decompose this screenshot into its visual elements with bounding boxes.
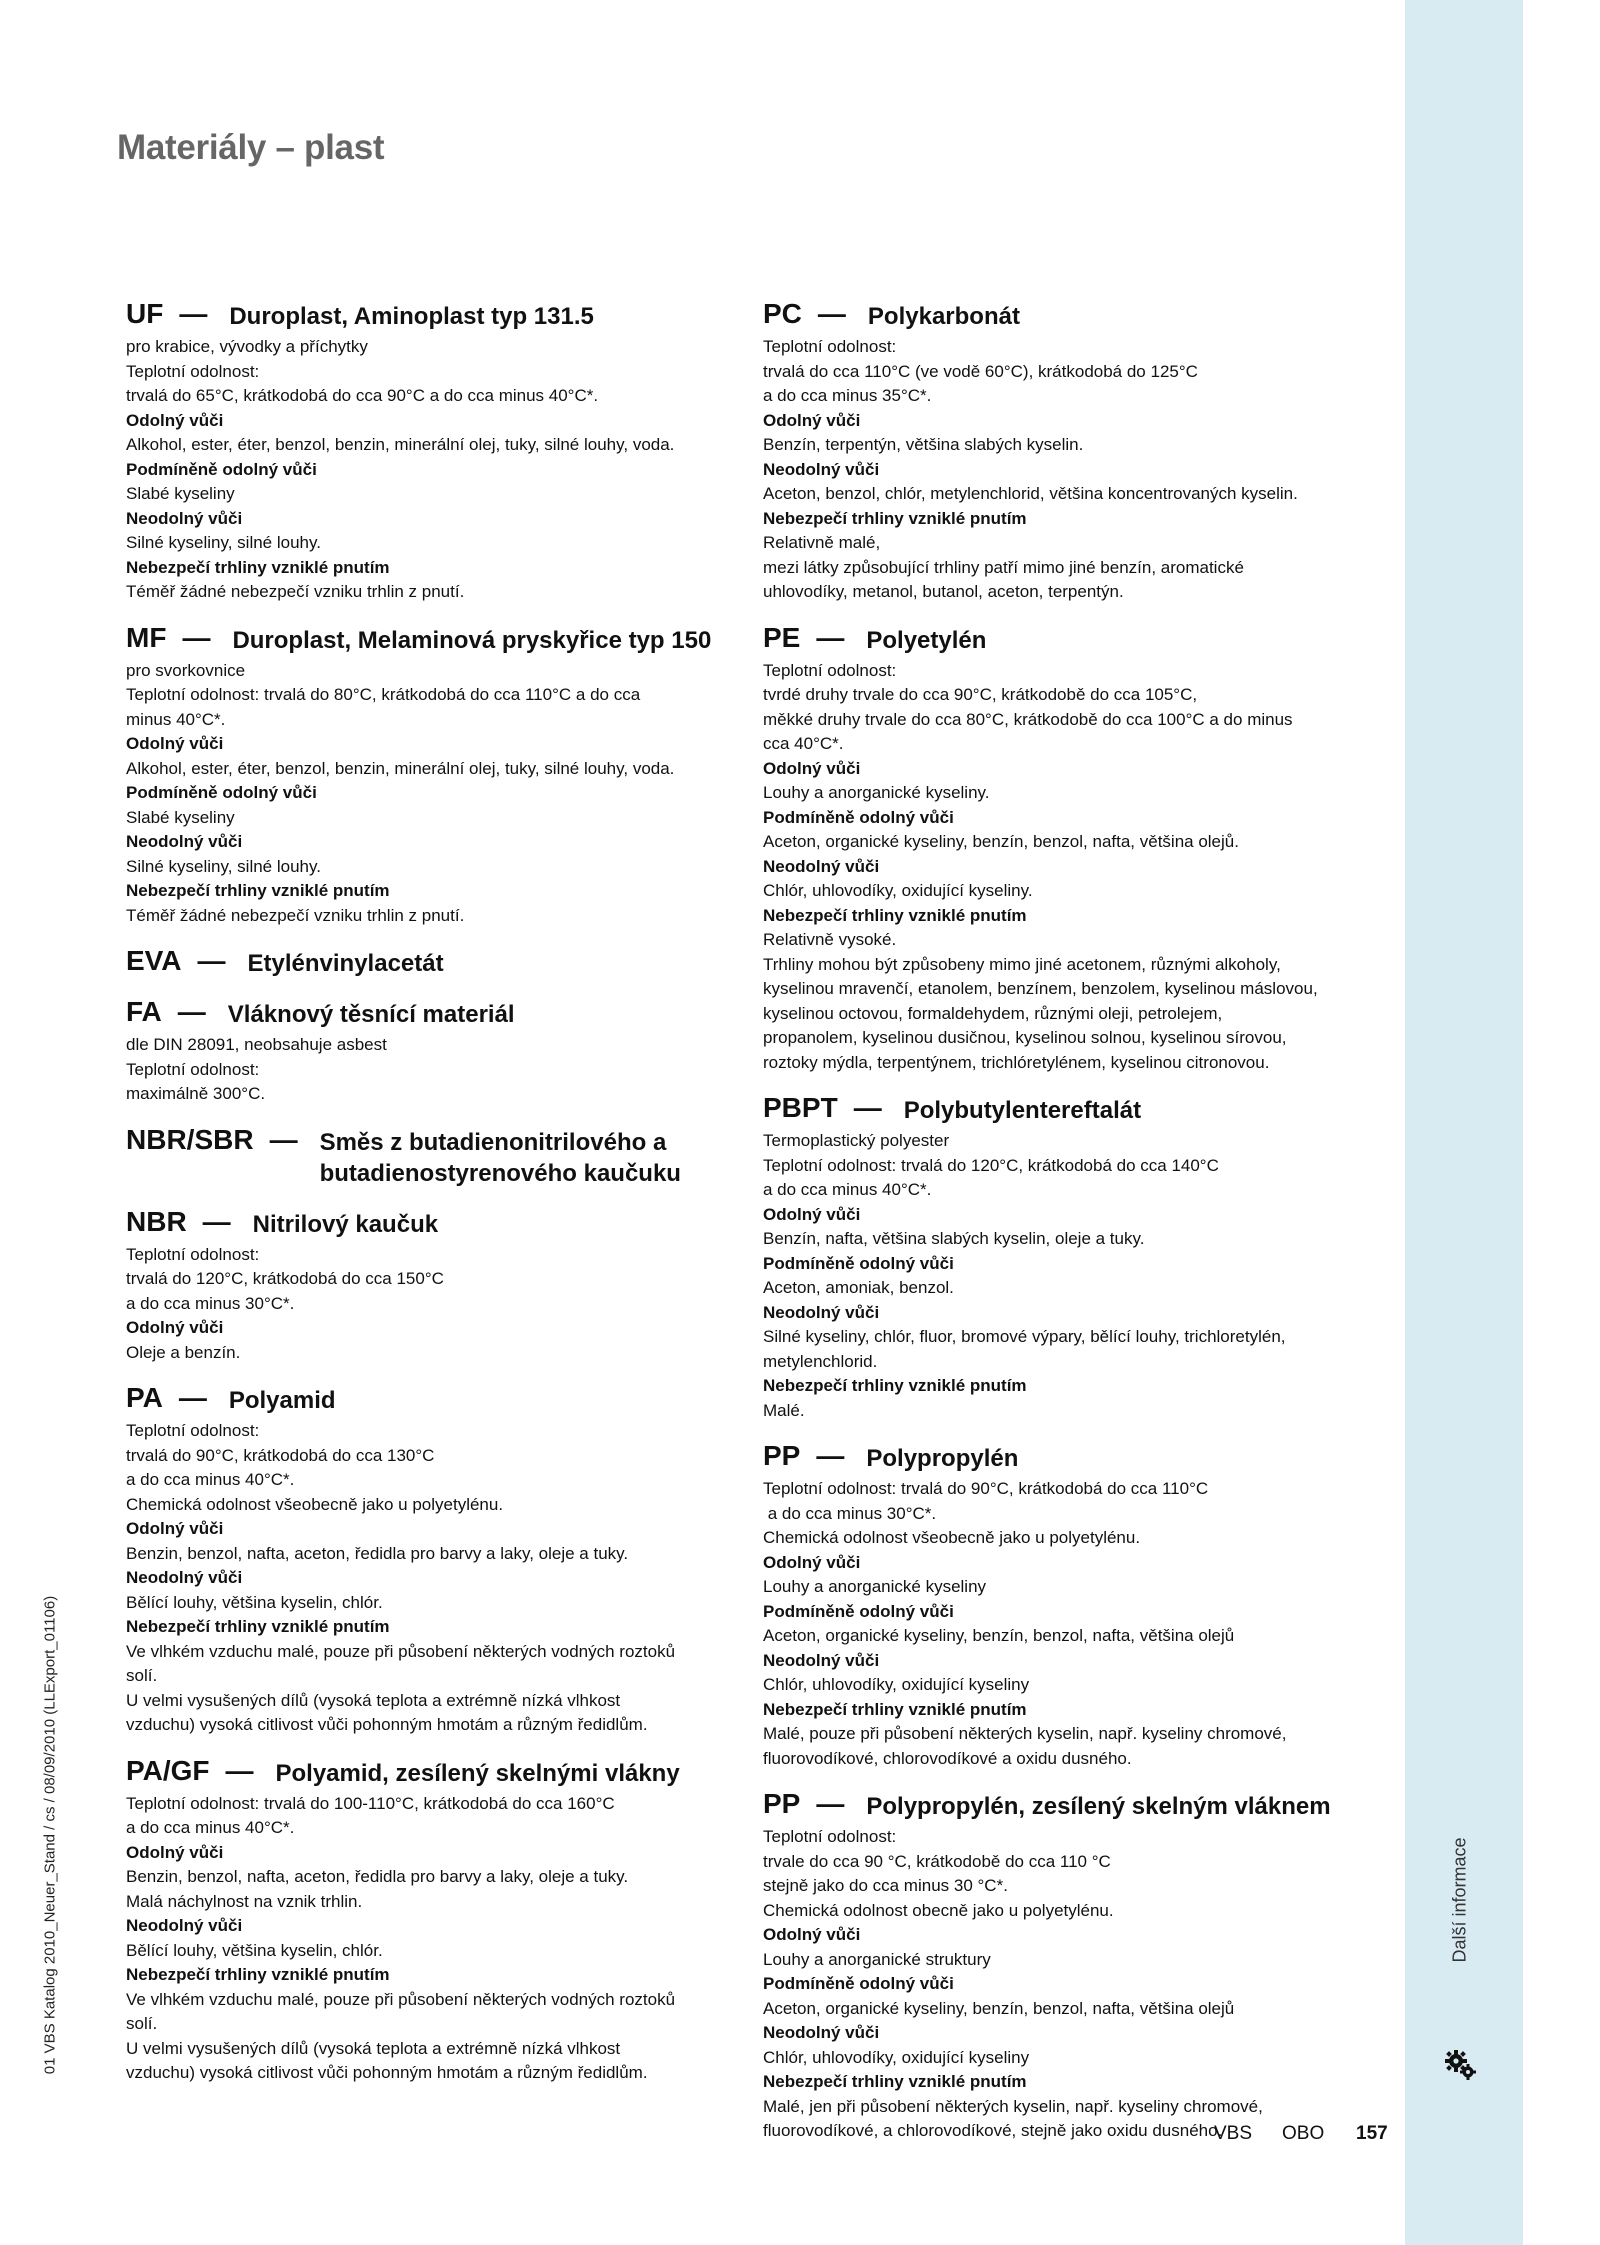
- footer-brand-vbs: VBS: [1214, 2123, 1253, 2144]
- material-heading: [126, 1124, 731, 1189]
- heading-dash: —: [817, 298, 846, 329]
- property-heading: Odolný vůči: [763, 1925, 861, 1944]
- property-heading: Podmíněně odolný vůči: [763, 1253, 954, 1273]
- property-text: Chlór, uhlovodíky, oxidující kyseliny.: [763, 881, 1033, 900]
- property-heading: Neodolný vůči: [763, 459, 880, 479]
- material-name: Polybutylentereftalát: [903, 1097, 1142, 1124]
- heading-dash: —: [816, 621, 845, 653]
- material-code: MF: [126, 621, 167, 653]
- property-text: Bělící louhy, většina kyselin, chlór.: [126, 1592, 383, 1612]
- property-text: Malé.: [763, 1400, 805, 1420]
- material-code: PE: [763, 621, 801, 653]
- property-text: Ve vlhkém vzduchu malé, pouze při působení některých vodných roztoků solí.: [126, 1641, 676, 1685]
- material-name: Vláknový těsnící materiál: [227, 1001, 515, 1028]
- material-code: UF: [126, 298, 164, 329]
- material-section-nbr: [126, 1206, 731, 1366]
- heading-dash: —: [179, 298, 208, 329]
- document-code: 01 VBS Katalog 2010_Neuer_Stand / cs / 08/09/2010 (LLExport_01106): [41, 1595, 59, 2075]
- property-heading: Nebezpečí trhliny vzniklé pnutím: [763, 1699, 1027, 1719]
- right-column: [763, 298, 1393, 2161]
- property-text: Aceton, organické kyseliny, benzín, benzol, nafta, většina olejů: [763, 1998, 1235, 2018]
- property-text: Teplotní odolnost:: [126, 361, 260, 381]
- property-text: trvalá do 90°C, krátkodobá do cca 130°C a do cca minus 40°C*.: [126, 1445, 435, 1489]
- property-text: Téměř žádné nebezpečí vzniku trhlin z pnutí.: [126, 905, 465, 925]
- property-heading: Nebezpečí trhliny vzniklé pnutím: [763, 905, 1027, 925]
- property-text: Slabé kyseliny: [126, 484, 235, 503]
- property-heading: Odolný vůči: [126, 1842, 224, 1862]
- material-section-nbr-sbr: [126, 1124, 731, 1189]
- material-section-pe: [763, 622, 1393, 1076]
- property-heading: Neodolný vůči: [763, 2023, 880, 2042]
- material-heading: [763, 1440, 1393, 1474]
- property-text: Teplotní odolnost:: [763, 337, 897, 356]
- heading-dash: —: [182, 621, 211, 653]
- property-heading: Odolný vůči: [126, 1519, 224, 1538]
- property-heading: Odolný vůči: [763, 1204, 861, 1224]
- material-code: NBR: [126, 1205, 187, 1237]
- property-text: maximálně 300°C.: [126, 1084, 266, 1103]
- property-text: Alkohol, ester, éter, benzol, benzin, minerální olej, tuky, silné louhy, voda.: [126, 435, 675, 454]
- material-name: Polyamid: [228, 1387, 336, 1414]
- material-section-eva: [126, 945, 731, 979]
- material-heading: [763, 298, 1393, 332]
- property-text: Aceton, benzol, chlór, metylenchlorid, většina koncentrovaných kyselin.: [763, 484, 1298, 503]
- property-heading: Podmíněně odolný vůči: [126, 783, 317, 802]
- property-text: trvalá do 120°C, krátkodobá do cca 150°C a do cca minus 30°C*.: [126, 1269, 444, 1313]
- material-description: [126, 335, 731, 605]
- left-column: [126, 298, 731, 2103]
- material-description: [126, 1033, 731, 1107]
- property-text: Teplotní odolnost: trvalá do 90°C, krátkodobá do cca 110°C a do cca minus 30°C*.: [763, 1479, 1209, 1523]
- property-text: trvalá do 65°C, krátkodobá do cca 90°C a do cca minus 40°C*.: [126, 386, 599, 405]
- property-heading: Nebezpečí trhliny vzniklé pnutím: [763, 1376, 1027, 1395]
- footer-brand-obo: OBO: [1282, 2123, 1325, 2144]
- material-description: [763, 1129, 1393, 1423]
- property-heading: Neodolný vůči: [126, 832, 243, 851]
- material-name: Polypropylén: [866, 1445, 1019, 1472]
- property-heading: Nebezpečí trhliny vzniklé pnutím: [126, 1965, 390, 1984]
- material-section-mf: [126, 622, 731, 929]
- material-name: Směs z butadienonitrilového a butadienostyrenového kaučuku: [319, 1128, 681, 1187]
- property-text: Silné kyseliny, silné louhy.: [126, 533, 321, 552]
- page-title: Materiály – plast: [117, 128, 385, 167]
- material-heading: [126, 1755, 731, 1789]
- property-text: pro svorkovnice: [126, 660, 246, 680]
- material-heading: [126, 1206, 731, 1240]
- property-text: Malé, jen při působení některých kyselin, např. kyseliny chromové, fluorovodíkové, a chlorovodíkové, stejně jako oxidu dusného.: [763, 2096, 1263, 2140]
- heading-dash: —: [853, 1092, 882, 1123]
- property-heading: Neodolný vůči: [763, 1650, 880, 1670]
- material-section-pa: [126, 1382, 731, 1738]
- property-text: Teplotní odolnost: trvalá do 100-110°C, krátkodobá do cca 160°C a do cca minus 40°C*.: [126, 1793, 615, 1837]
- property-text: U velmi vysušených dílů (vysoká teplota a extrémně nízká vlhkost vzduchu) vysoká citlivost vůči pohonným hmotám a různým ředidlům.: [126, 1690, 648, 1734]
- property-heading: Nebezpečí trhliny vzniklé pnutím: [763, 508, 1027, 528]
- material-code: EVA: [126, 945, 182, 976]
- property-text: U velmi vysušených dílů (vysoká teplota a extrémně nízká vlhkost vzduchu) vysoká citlivost vůči pohonným hmotám a různým ředidlům.: [126, 2038, 648, 2082]
- material-heading: [126, 996, 731, 1030]
- material-code: PBPT: [763, 1092, 838, 1123]
- property-text: Chlór, uhlovodíky, oxidující kyseliny: [763, 1675, 1030, 1694]
- property-text: Bělící louhy, většina kyselin, chlór.: [126, 1940, 383, 1960]
- property-heading: Podmíněně odolný vůči: [763, 807, 954, 827]
- heading-dash: —: [202, 1205, 231, 1237]
- material-code: PC: [763, 298, 802, 329]
- property-text: Teplotní odolnost:: [763, 1827, 897, 1846]
- material-description: [763, 335, 1393, 605]
- material-name: Polyetylén: [866, 626, 987, 654]
- property-text: Téměř žádné nebezpečí vzniku trhlin z pnutí.: [126, 582, 465, 601]
- material-heading: [763, 1788, 1393, 1822]
- property-text: Teplotní odolnost:: [126, 1421, 260, 1440]
- heading-dash: —: [178, 1382, 207, 1413]
- property-text: Aceton, organické kyseliny, benzín, benzol, nafta, většina olejů.: [763, 832, 1239, 851]
- heading-dash: —: [177, 996, 206, 1027]
- property-heading: Nebezpečí trhliny vzniklé pnutím: [763, 2072, 1027, 2091]
- property-text: Aceton, amoniak, benzol.: [763, 1278, 954, 1297]
- property-text: trvale do cca 90 °C, krátkodobě do cca 110 °C stejně jako do cca minus 30 °C*.: [763, 1851, 1111, 1895]
- property-heading: Neodolný vůči: [763, 856, 880, 876]
- material-code: FA: [126, 996, 162, 1027]
- property-heading: Neodolný vůči: [126, 508, 243, 528]
- property-text: mezi látky způsobující trhliny patří mimo jiné benzín, aromatické uhlovodíky, metanol, butanol, aceton, terpentýn.: [763, 557, 1244, 601]
- material-name: Etylénvinylacetát: [247, 950, 444, 977]
- property-heading: Neodolný vůči: [126, 1568, 243, 1587]
- property-text: Relativně malé,: [763, 533, 881, 552]
- material-heading: [763, 1092, 1393, 1126]
- property-text: Teplotní odolnost:: [763, 660, 897, 680]
- material-section-uf: [126, 298, 731, 605]
- page-number: 157: [1356, 2123, 1388, 2144]
- material-name: Duroplast, Melaminová pryskyřice typ 150: [232, 626, 712, 654]
- material-code: PP: [763, 1788, 801, 1819]
- property-heading: Odolný vůči: [126, 1318, 224, 1337]
- property-heading: Odolný vůči: [763, 410, 861, 430]
- property-text: Louhy a anorganické struktury: [763, 1949, 991, 1969]
- property-heading: Odolný vůči: [763, 758, 861, 778]
- material-section-pc: [763, 298, 1393, 605]
- property-heading: Odolný vůči: [763, 1552, 861, 1572]
- property-text: Louhy a anorganické kyseliny.: [763, 783, 990, 802]
- property-text: Trhliny mohou být způsobeny mimo jiné acetonem, různými alkoholy, kyselinou mravenčí, etanolem, benzínem, benzolem, kyselinou máslovou, kyselinou octovou, formaldehydem, různými oleji, petrolejem, propanolem, kyselinou dusičnou, kyselinou solnou, kyselinou sírovou, roztoky mýdla, terpentýnem, trichlóretylénem, kyselinou citronovou.: [763, 954, 1318, 1072]
- material-description: [126, 1419, 731, 1738]
- property-text: Teplotní odolnost: trvalá do 80°C, krátkodobá do cca 110°C a do cca minus 40°C*.: [126, 685, 641, 729]
- property-text: Benzin, benzol, nafta, aceton, ředidla pro barvy a laky, oleje a tuky.: [126, 1543, 629, 1563]
- material-heading: [126, 1382, 731, 1416]
- material-name: Polypropylén, zesílený skelným vláknem: [866, 1793, 1331, 1820]
- property-text: Malá náchylnost na vznik trhlin.: [126, 1891, 363, 1911]
- property-text: Benzín, terpentýn, většina slabých kyselin.: [763, 435, 1084, 454]
- property-text: Chemická odolnost všeobecně jako u polyetylénu.: [763, 1528, 1141, 1547]
- heading-dash: —: [197, 945, 226, 976]
- property-text: Chemická odolnost obecně jako u polyetylénu.: [763, 1900, 1114, 1920]
- material-code: PA/GF: [126, 1754, 210, 1786]
- material-description: [126, 659, 731, 929]
- property-heading: Podmíněně odolný vůči: [763, 1601, 954, 1621]
- material-heading: [126, 622, 731, 656]
- property-text: Oleje a benzín.: [126, 1342, 241, 1362]
- gear-icon: [1444, 2048, 1478, 2082]
- property-text: Slabé kyseliny: [126, 807, 235, 827]
- property-heading: Odolný vůči: [126, 734, 224, 753]
- property-heading: Neodolný vůči: [126, 1916, 243, 1935]
- property-text: Teplotní odolnost:: [126, 1244, 260, 1264]
- property-text: Louhy a anorganické kyseliny: [763, 1577, 987, 1596]
- material-description: [763, 1477, 1393, 1771]
- material-heading: [763, 622, 1393, 656]
- property-text: pro krabice, vývodky a příchytky: [126, 337, 368, 356]
- material-description: [763, 659, 1393, 1076]
- property-text: Malé, pouze při působení některých kyselin, např. kyseliny chromové, fluorovodíkové, chlorovodíkové a oxidu dusného.: [763, 1724, 1287, 1768]
- property-text: Chlór, uhlovodíky, oxidující kyseliny: [763, 2047, 1030, 2067]
- heading-dash: —: [816, 1788, 845, 1819]
- material-code: PA: [126, 1382, 163, 1413]
- property-heading: Neodolný vůči: [763, 1302, 880, 1322]
- material-section-pbpt: [763, 1092, 1393, 1423]
- heading-dash: —: [225, 1754, 254, 1786]
- property-text: Benzin, benzol, nafta, aceton, ředidla pro barvy a laky, oleje a tuky.: [126, 1867, 629, 1886]
- material-description: [763, 1825, 1393, 2144]
- property-text: Silné kyseliny, chlór, fluor, bromové výpary, bělící louhy, trichloretylén, metylenchlorid.: [763, 1327, 1286, 1371]
- material-section-pp: [763, 1440, 1393, 1771]
- material-name: Polykarbonát: [867, 303, 1020, 330]
- property-text: tvrdé druhy trvale do cca 90°C, krátkodobě do cca 105°C, měkké druhy trvale do cca 80°C, krátkodobě do cca 100°C a do minus cca 40°C*.: [763, 685, 1293, 753]
- heading-dash: —: [269, 1123, 298, 1155]
- property-heading: Nebezpečí trhliny vzniklé pnutím: [126, 881, 390, 900]
- heading-dash: —: [816, 1440, 845, 1471]
- material-name: Nitrilový kaučuk: [252, 1210, 439, 1238]
- material-name: Polyamid, zesílený skelnými vlákny: [275, 1759, 680, 1787]
- material-code: NBR/SBR: [126, 1123, 254, 1155]
- material-section-pp: [763, 1788, 1393, 2144]
- material-code: PP: [763, 1440, 801, 1471]
- material-description: [126, 1792, 731, 2086]
- property-text: Relativně vysoké.: [763, 930, 897, 949]
- property-text: trvalá do cca 110°C (ve vodě 60°C), krátkodobá do 125°C a do cca minus 35°C*.: [763, 361, 1198, 405]
- property-text: Alkohol, ester, éter, benzol, benzin, minerální olej, tuky, silné louhy, voda.: [126, 758, 675, 778]
- property-heading: Nebezpečí trhliny vzniklé pnutím: [126, 1617, 390, 1636]
- property-text: Teplotní odolnost: trvalá do 120°C, krátkodobá do cca 140°C a do cca minus 40°C*.: [763, 1155, 1219, 1199]
- material-description: [126, 1243, 731, 1366]
- property-heading: Podmíněně odolný vůči: [126, 459, 317, 479]
- property-text: dle DIN 28091, neobsahuje asbest: [126, 1035, 387, 1054]
- property-text: Teplotní odolnost:: [126, 1059, 260, 1079]
- sidebar-label: Další informace: [1449, 1837, 1470, 1963]
- property-text: Ve vlhkém vzduchu malé, pouze při působení některých vodných roztoků solí.: [126, 1989, 676, 2033]
- material-heading: [126, 298, 731, 332]
- property-text: Silné kyseliny, silné louhy.: [126, 856, 321, 876]
- material-name: Duroplast, Aminoplast typ 131.5: [229, 303, 594, 330]
- property-text: Aceton, organické kyseliny, benzín, benzol, nafta, většina olejů: [763, 1626, 1235, 1645]
- property-heading: Podmíněně odolný vůči: [763, 1974, 954, 1993]
- property-text: Benzín, nafta, většina slabých kyselin, oleje a tuky.: [763, 1229, 1145, 1248]
- property-text: Termoplastický polyester: [763, 1131, 950, 1150]
- property-heading: Odolný vůči: [126, 410, 224, 430]
- property-heading: Nebezpečí trhliny vzniklé pnutím: [126, 557, 390, 577]
- material-section-pa-gf: [126, 1755, 731, 2086]
- material-heading: [126, 945, 731, 979]
- material-section-fa: [126, 996, 731, 1107]
- property-text: Chemická odolnost všeobecně jako u polyetylénu.: [126, 1494, 504, 1514]
